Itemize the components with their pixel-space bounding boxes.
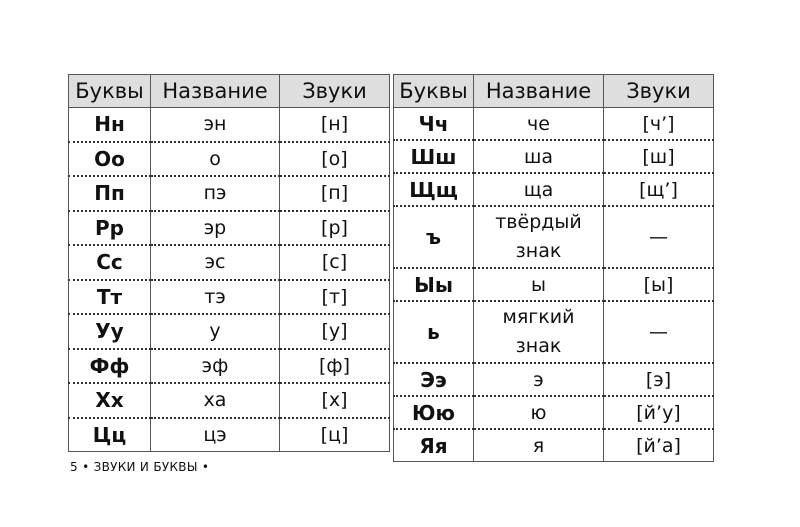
sound-cell: [х] bbox=[280, 383, 390, 418]
name-cell: пэ bbox=[151, 176, 280, 211]
letter-cell: Уу bbox=[69, 314, 151, 349]
name-cell bbox=[474, 301, 604, 363]
name-cell: э bbox=[474, 363, 604, 396]
sound-cell: [н] bbox=[280, 108, 390, 142]
header-letters: Буквы bbox=[394, 75, 474, 108]
name-cell: цэ bbox=[151, 418, 280, 452]
sound-cell: [т] bbox=[280, 280, 390, 315]
letter-cell: Ээ bbox=[394, 363, 474, 396]
header-sounds: Звуки bbox=[604, 75, 714, 108]
name-cell: я bbox=[474, 429, 604, 462]
table-row bbox=[394, 268, 714, 301]
table-row bbox=[69, 211, 390, 246]
name-cell: у bbox=[151, 314, 280, 349]
name-cell: ю bbox=[474, 396, 604, 429]
footer-bullet: • bbox=[82, 460, 90, 474]
table-row bbox=[69, 314, 390, 349]
letter-cell: Нн bbox=[69, 108, 151, 142]
name-cell: ща bbox=[474, 173, 604, 206]
letter-cell: Фф bbox=[69, 349, 151, 384]
letter-cell: Сс bbox=[69, 245, 151, 280]
footer-bullet: • bbox=[201, 460, 210, 474]
name-line-2: знак bbox=[515, 240, 562, 262]
name-cell: ы bbox=[474, 268, 604, 301]
letter-cell: Тт bbox=[69, 280, 151, 315]
table-row bbox=[69, 383, 390, 418]
name-cell: ха bbox=[151, 383, 280, 418]
header-name: Название bbox=[474, 75, 604, 108]
sound-cell: — bbox=[604, 206, 714, 268]
sound-cell: [ф] bbox=[280, 349, 390, 384]
sound-cell: [о] bbox=[280, 142, 390, 177]
section-title: ЗВУКИ И БУКВЫ bbox=[93, 460, 198, 474]
letter-cell: Цц bbox=[69, 418, 151, 452]
letter-cell: Рр bbox=[69, 211, 151, 246]
letter-cell: ь bbox=[394, 301, 474, 363]
letter-cell: ъ bbox=[394, 206, 474, 268]
sound-cell: [ц] bbox=[280, 418, 390, 452]
table-row bbox=[394, 301, 714, 363]
table-row bbox=[394, 429, 714, 462]
table-row bbox=[394, 206, 714, 268]
name-cell bbox=[474, 206, 604, 268]
page-number: 5 bbox=[70, 460, 78, 474]
name-cell: эф bbox=[151, 349, 280, 384]
sound-cell: [ч’] bbox=[604, 108, 714, 141]
table-row bbox=[69, 418, 390, 452]
letter-cell: Оо bbox=[69, 142, 151, 177]
sound-cell: [й’у] bbox=[604, 396, 714, 429]
sound-cell: [у] bbox=[280, 314, 390, 349]
sound-cell: [п] bbox=[280, 176, 390, 211]
table-row bbox=[394, 396, 714, 429]
table-row bbox=[69, 108, 390, 142]
header-sounds: Звуки bbox=[280, 75, 390, 108]
sound-cell: [ы] bbox=[604, 268, 714, 301]
letter-cell: Юю bbox=[394, 396, 474, 429]
name-cell: эр bbox=[151, 211, 280, 246]
sound-cell: [й’а] bbox=[604, 429, 714, 462]
letters-table-right bbox=[393, 74, 714, 462]
table-row bbox=[394, 363, 714, 396]
sound-cell: — bbox=[604, 301, 714, 363]
table-row bbox=[394, 140, 714, 173]
name-cell: эн bbox=[151, 108, 280, 142]
sound-cell: [р] bbox=[280, 211, 390, 246]
name-line-1: мягкий bbox=[502, 306, 575, 328]
table-row bbox=[69, 142, 390, 177]
name-line-1: твёрдый bbox=[495, 211, 582, 233]
letters-table-left bbox=[68, 74, 390, 452]
letter-cell: Щщ bbox=[394, 173, 474, 206]
name-cell: че bbox=[474, 108, 604, 141]
name-cell: ша bbox=[474, 140, 604, 173]
name-cell: тэ bbox=[151, 280, 280, 315]
table-row bbox=[69, 176, 390, 211]
letter-cell: Пп bbox=[69, 176, 151, 211]
table-header-row bbox=[394, 75, 714, 108]
sound-cell: [с] bbox=[280, 245, 390, 280]
sound-cell: [ш] bbox=[604, 140, 714, 173]
letter-cell: Яя bbox=[394, 429, 474, 462]
letter-cell: Шш bbox=[394, 140, 474, 173]
header-name: Название bbox=[151, 75, 280, 108]
sound-cell: [э] bbox=[604, 363, 714, 396]
letter-cell: Хх bbox=[69, 383, 151, 418]
letter-cell: Чч bbox=[394, 108, 474, 141]
name-cell: о bbox=[151, 142, 280, 177]
table-row bbox=[394, 108, 714, 141]
name-cell: эс bbox=[151, 245, 280, 280]
page-footer bbox=[70, 460, 209, 474]
table-header-row bbox=[69, 75, 390, 108]
letter-cell: Ыы bbox=[394, 268, 474, 301]
name-line-2: знак bbox=[515, 335, 562, 357]
table-row bbox=[69, 349, 390, 384]
table-row bbox=[69, 245, 390, 280]
table-row bbox=[394, 173, 714, 206]
sound-cell: [щ’] bbox=[604, 173, 714, 206]
table-row bbox=[69, 280, 390, 315]
header-letters: Буквы bbox=[69, 75, 151, 108]
